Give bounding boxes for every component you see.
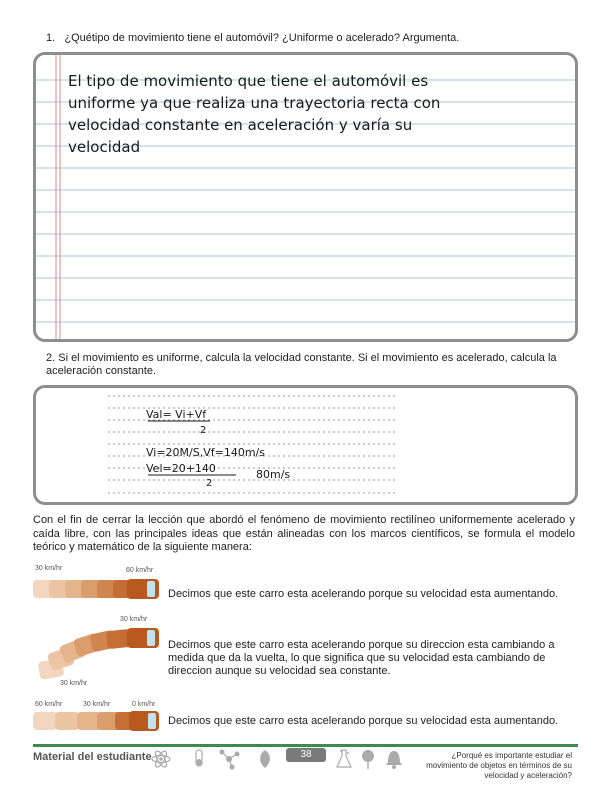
- question-1-text: ¿Quétipo de movimiento tiene el automóvil? ¿Uniforme o acelerado? Argumenta.: [64, 32, 460, 44]
- answer-line: velocidad constante en aceleración y varía su: [68, 116, 413, 134]
- handwritten-work-photo: [108, 390, 398, 502]
- work-substitution-divisor: 2: [206, 478, 213, 489]
- car-turning-illustration: [33, 620, 168, 692]
- answer-line: velocidad: [68, 138, 141, 156]
- speed-end-label: 60 km/hr: [126, 567, 154, 574]
- answer-line: El tipo de movimiento que tiene el automóvil es: [68, 72, 429, 90]
- bell-icon: [384, 748, 404, 770]
- question-1-number: 1.: [46, 32, 56, 44]
- work-given: Vi=20M/S,Vf=140m/s: [146, 446, 265, 459]
- work-formula: Val= Vi+Vf: [146, 408, 207, 421]
- speed-mid-label: 30 km/hr: [83, 701, 111, 708]
- example-3-text: Decimos que este carro esta acelerando porque su velocidad esta aumentando.: [168, 715, 559, 727]
- answer-1-notebook[interactable]: [33, 52, 578, 342]
- intro-paragraph: Con el fin de cerrar la lección que abordó el fenómeno de movimiento rectilíneo uniformemente acelerado y caída libre, con las principales ideas que están alineadas con los marcos científicos, se formula el modelo teórico y matemático de la siguiente manera:: [33, 514, 575, 553]
- flask-icon: [336, 748, 352, 770]
- speed-start-label: 60 km/hr: [35, 701, 63, 708]
- answer-1-text: [68, 70, 458, 158]
- work-substitution: Vel=20+140: [146, 462, 216, 475]
- speed-end-label: 0 km/hr: [132, 701, 156, 708]
- leaf-icon: [256, 748, 274, 770]
- work-result: 80m/s: [256, 468, 291, 481]
- footer-title: Material del estudiante: [33, 751, 152, 763]
- speed-start-label: 30 km/hr: [60, 680, 88, 687]
- example-1-text: Decimos que este carro esta acelerando porque su velocidad esta aumentando.: [168, 588, 559, 600]
- answer-2-box[interactable]: [33, 385, 578, 505]
- test-tube-icon: [192, 748, 206, 770]
- pin-icon: [360, 748, 376, 770]
- answer-line: uniforme ya que realiza una trayectoria recta con: [68, 94, 441, 112]
- speed-start-label: 30 km/hr: [35, 565, 63, 572]
- example-2-text: Decimos que este carro esta acelerando porque su direccion esta cambiando a medida que da la vuelta, lo que significa que su velocidad esta cambiando de direccion aunque su velocidad sea constante.: [168, 639, 555, 677]
- footer-divider: [33, 744, 578, 747]
- atom-icon: [150, 748, 172, 770]
- footer-question: ¿Porqué es importante estudiar el movimiento de objetos en términos de su velocidad y aceleración?: [426, 751, 572, 780]
- question-2-prompt: 2. Si el movimiento es uniforme, calcula la velocidad constante. Si el movimiento es acelerado, calcula la aceleración constante.: [46, 352, 557, 377]
- speed-end-label: 30 km/hr: [120, 616, 148, 623]
- work-formula-divisor: 2: [200, 425, 207, 436]
- page-number: 38: [286, 748, 326, 762]
- molecule-icon: [218, 748, 240, 770]
- question-1-prompt: [46, 32, 459, 44]
